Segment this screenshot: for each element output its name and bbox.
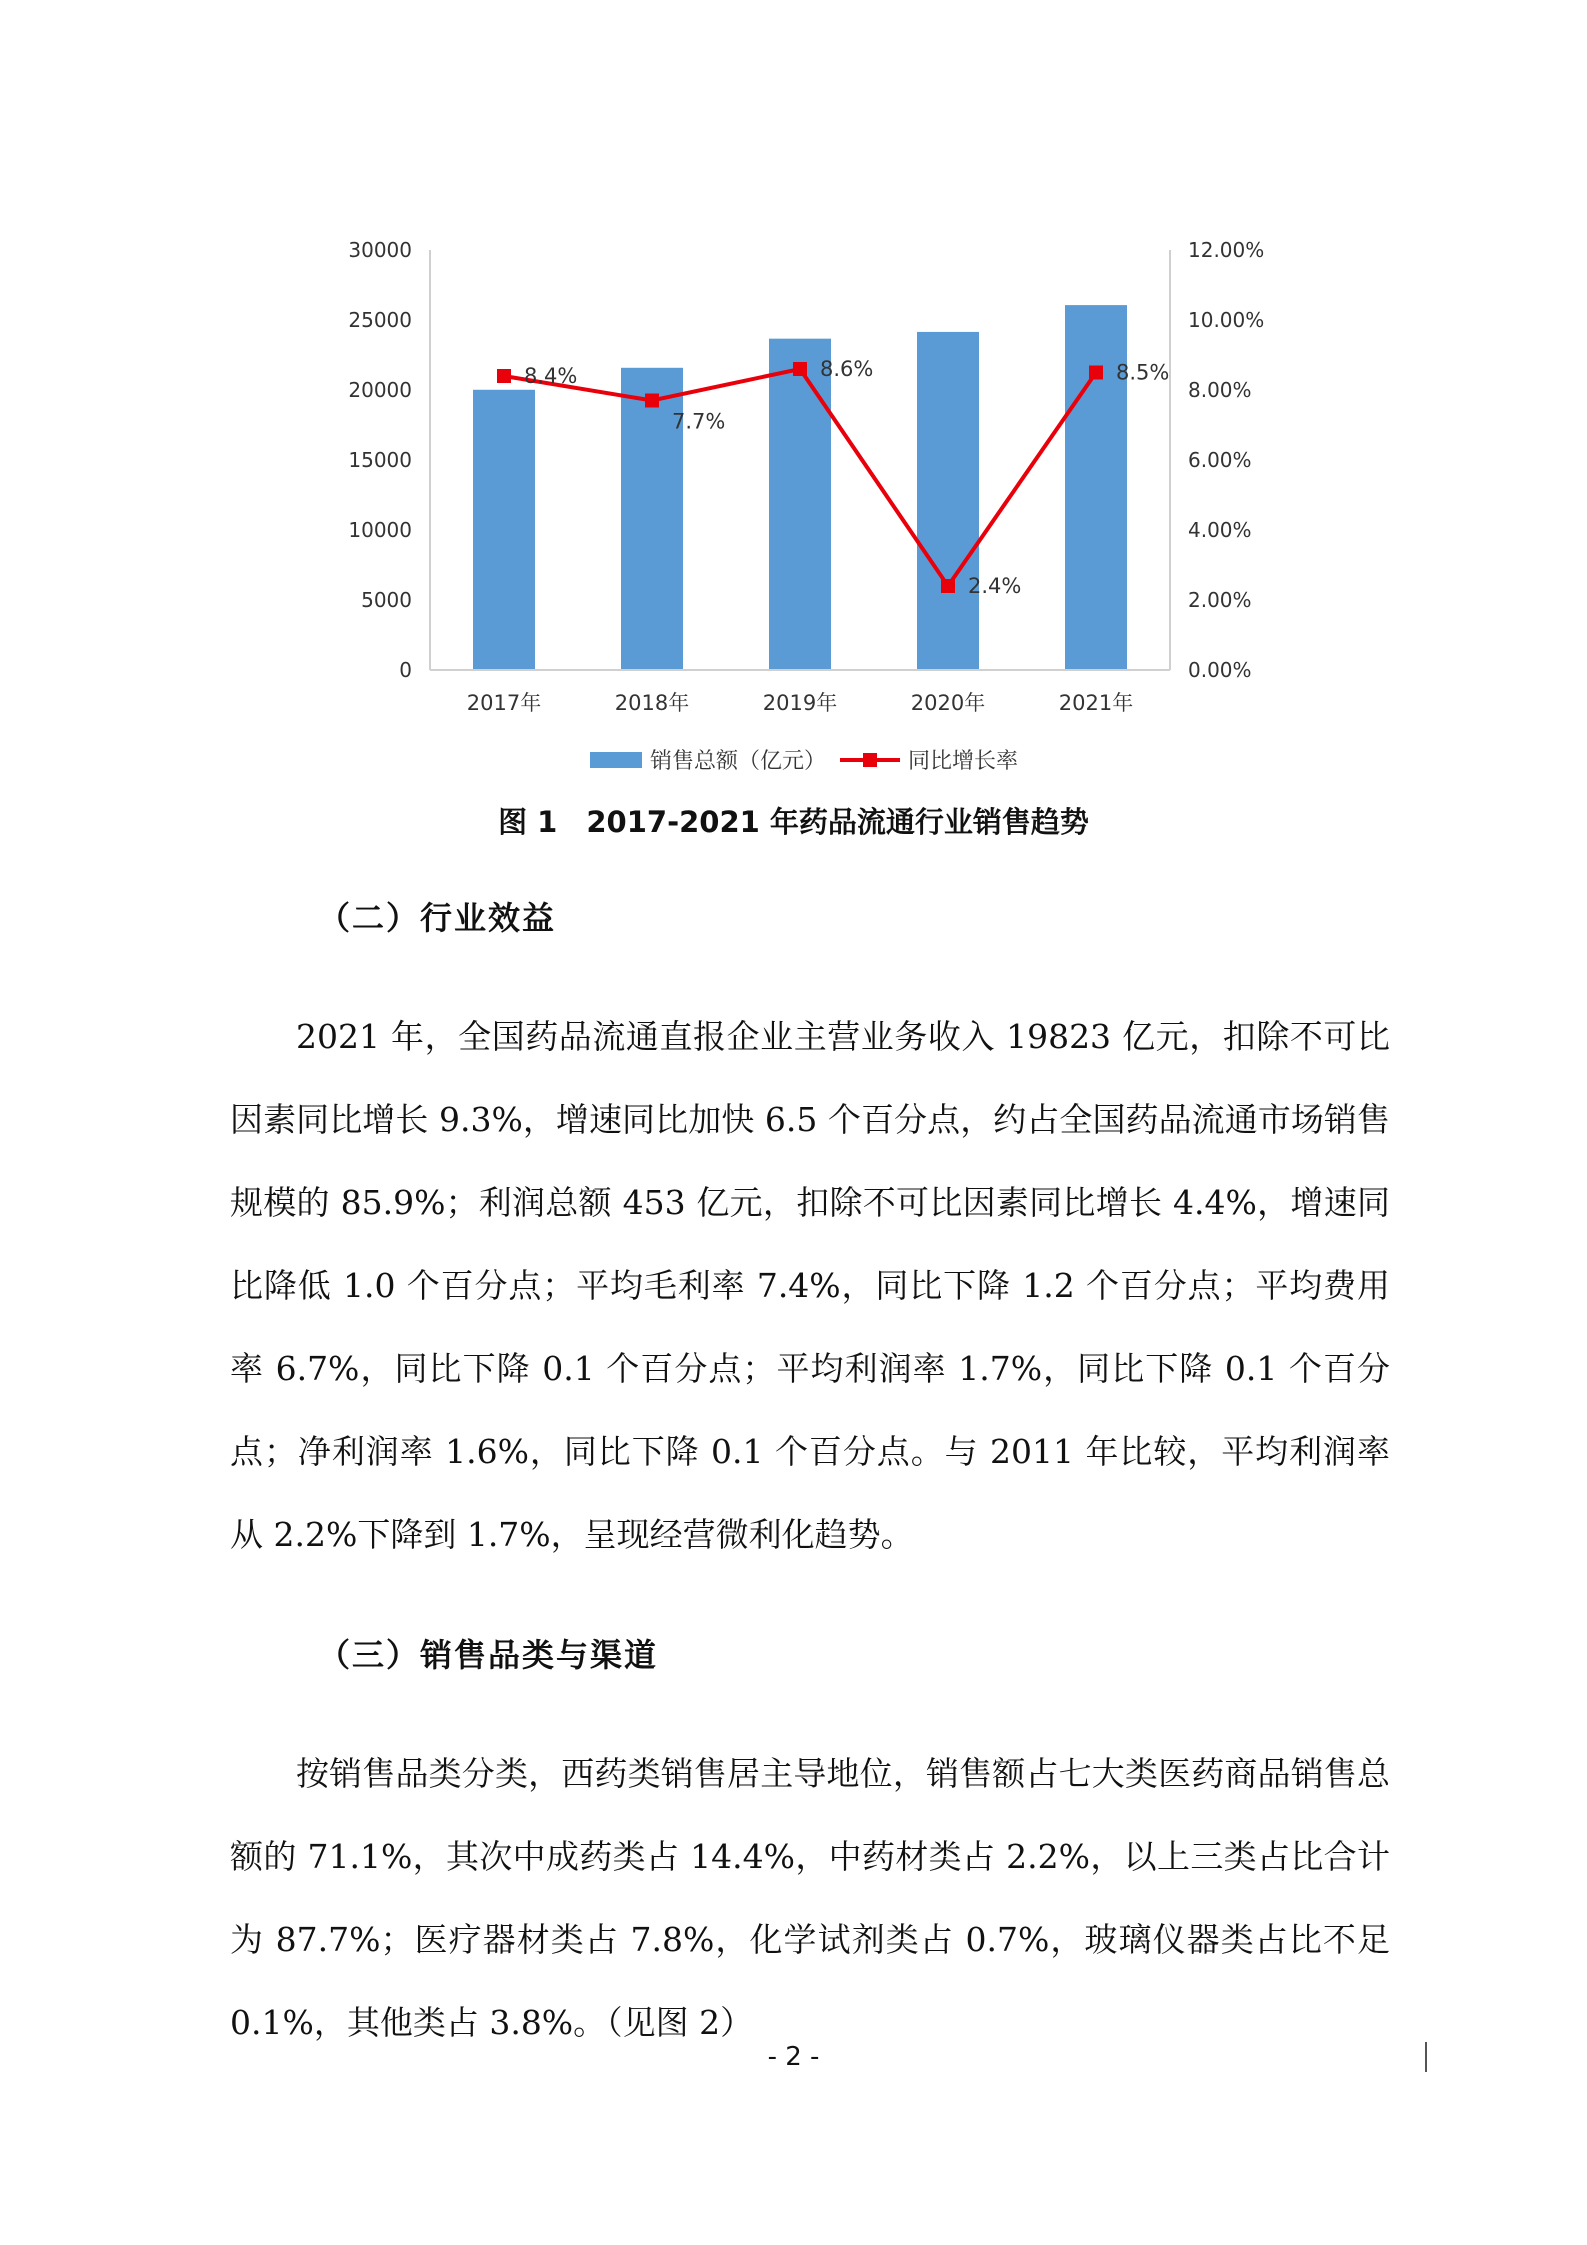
y-left-tick-label: 5000 [361, 588, 412, 612]
sales-bar [917, 332, 979, 670]
x-tick-label: 2018年 [614, 691, 690, 715]
legend-swatch-marker [863, 753, 877, 767]
sales-trend-chart [330, 230, 1290, 790]
sales-bar [769, 339, 831, 670]
y-left-tick-label: 30000 [348, 238, 412, 262]
growth-rate-marker [645, 394, 659, 408]
growth-rate-marker [1089, 366, 1103, 380]
growth-rate-marker [941, 579, 955, 593]
growth-rate-label: 2.4% [968, 574, 1022, 598]
y-right-tick-label: 8.00% [1188, 378, 1252, 402]
paragraph-categories-channels: 按销售品类分类，西药类销售居主导地位，销售额占七大类医药商品销售总额的 71.1%，其次中成药类占 14.4%，中药材类占 2.2%，以上三类占比合计为 87.7%；医疗器材类占 7.8%，化学试剂类占 0.7%，玻璃仪器类占比不足 0.1%，其他类占 3.8%。（见图 2） [230, 1754, 1390, 2042]
growth-rate-label: 7.7% [672, 409, 726, 434]
y-left-tick-label: 0 [399, 658, 412, 682]
legend-label-sales: 销售总额（亿元） [650, 749, 827, 774]
y-left-tick-label: 20000 [348, 378, 412, 402]
legend-swatch-bar [590, 752, 642, 768]
y-right-tick-label: 10.00% [1188, 308, 1265, 332]
growth-rate-label: 8.6% [820, 357, 874, 381]
growth-rate-marker [497, 369, 511, 383]
y-right-tick-label: 6.00% [1188, 448, 1252, 472]
growth-rate-label: 8.5% [1116, 360, 1170, 385]
section-heading-industry-benefits: （二）行业效益 [318, 899, 557, 937]
growth-rate-marker [793, 362, 807, 376]
margin-mark [1425, 2042, 1427, 2072]
y-right-tick-label: 2.00% [1188, 588, 1252, 612]
x-tick-label: 2021年 [1058, 691, 1134, 715]
figure-caption: 图 1 2017-2021 年药品流通行业销售趋势 [498, 805, 1089, 839]
page-number: - 2 - [767, 2042, 820, 2072]
y-right-tick-label: 0.00% [1188, 658, 1252, 682]
x-tick-label: 2020年 [910, 691, 986, 715]
sales-bar [473, 390, 535, 670]
legend-label-growth: 同比增长率 [908, 749, 1019, 774]
x-tick-label: 2017年 [466, 691, 542, 715]
growth-rate-label: 8.4% [524, 364, 578, 388]
y-right-tick-label: 12.00% [1188, 238, 1265, 262]
chart-legend [590, 749, 1018, 774]
y-left-tick-label: 25000 [348, 308, 412, 332]
paragraph-industry-benefits: 2021 年，全国药品流通直报企业主营业务收入 19823 亿元，扣除不可比因素同比增长 9.3%，增速同比加快 6.5 个百分点，约占全国药品流通市场销售规模的 85.9%；利润总额 453 亿元，扣除不可比因素同比增长 4.4%，增速同比降低 1.0 个百分点；平均毛利率 7.4%，同比下降 1.2 个百分点；平均费用率 6.7%，同比下降 0.1 个百分点；平均利润率 1.7%，同比下降 0.1 个百分点；净利润率 1.6%，同比下降 0.1 个百分点。与 2011 年比较，平均利润率从 2.2%下降到 1.7%，呈现经营微利化趋势。 [230, 1017, 1390, 1554]
y-left-tick-label: 10000 [348, 518, 412, 542]
section-heading-categories-channels: （三）销售品类与渠道 [318, 1636, 659, 1674]
bar-series [473, 305, 1127, 670]
y-right-tick-label: 4.00% [1188, 518, 1252, 542]
x-tick-label: 2019年 [762, 691, 838, 715]
y-left-tick-label: 15000 [348, 448, 412, 472]
